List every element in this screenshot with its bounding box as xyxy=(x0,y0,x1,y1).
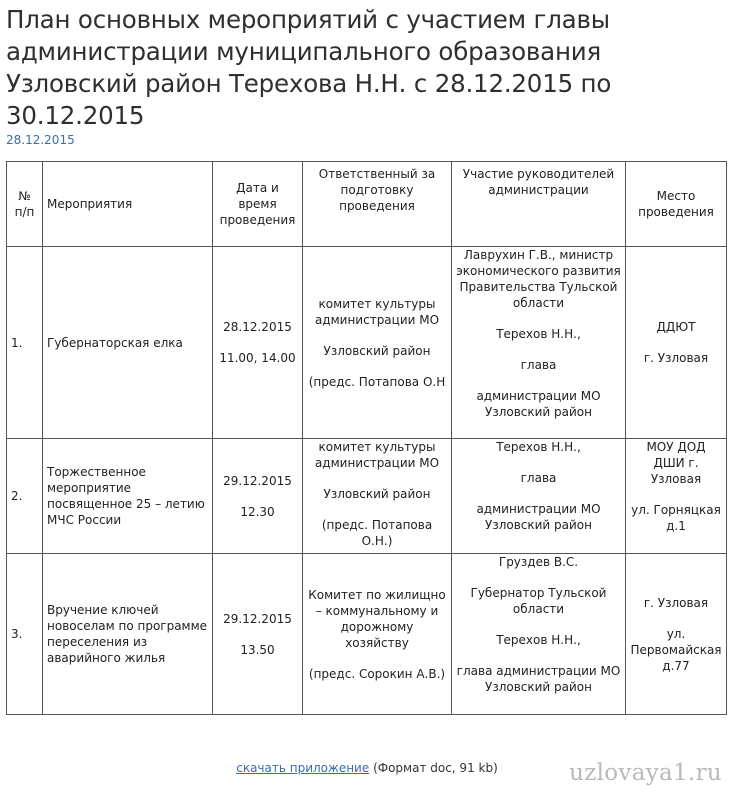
event-name: Губернаторская елка xyxy=(43,247,213,439)
event-datetime xyxy=(213,439,303,554)
participant-line: администрации МО Узловский район xyxy=(476,502,601,532)
event-datetime xyxy=(213,247,303,439)
download-attachment-link[interactable]: скачать приложение xyxy=(236,761,370,775)
event-date: 28.12.2015 xyxy=(223,320,292,334)
responsible-line: (предс. Сорокин А.В.) xyxy=(308,666,446,681)
row-number: 2. xyxy=(7,439,43,554)
participant-line: Груздев В.С. xyxy=(498,555,579,569)
responsible-line: Узловский район xyxy=(323,343,431,358)
event-responsible xyxy=(303,439,452,554)
participant-line: Лаврухин Г.В., министр экономического развития Правительства Тульской области xyxy=(456,248,621,310)
event-participants xyxy=(452,439,626,554)
table-header-row xyxy=(7,162,727,247)
event-date: 29.12.2015 xyxy=(223,473,292,488)
header-place: Место проведения xyxy=(626,162,727,247)
header-participants: Участие руководителей администрации xyxy=(452,162,626,247)
participant-line: администрации МО Узловский район xyxy=(476,389,601,419)
table-row xyxy=(7,439,727,554)
participant-line: глава xyxy=(520,358,557,372)
place-line: г. Узловая xyxy=(643,595,709,610)
event-responsible xyxy=(303,554,452,715)
event-participants xyxy=(452,554,626,715)
page-title: План основных мероприятий с участием главы администрации муниципального образования Узловский район Терехова Н.Н. с 28.12.2015 по 30.12.2015 xyxy=(6,5,612,130)
header-datetime: Дата и время проведения xyxy=(213,162,303,247)
event-datetime xyxy=(213,554,303,715)
responsible-line: комитет культуры администрации МО xyxy=(314,296,440,327)
participant-line: Терехов Н.Н., xyxy=(496,440,581,454)
place-line: ул. Горняцкая д.1 xyxy=(631,503,721,533)
header-event: Мероприятия xyxy=(43,162,213,247)
row-number: 1. xyxy=(7,247,43,439)
file-info: (Формат doc, 91 kb) xyxy=(373,761,498,775)
header-responsible: Ответственный за подготовку проведения xyxy=(303,162,452,247)
events-table xyxy=(6,161,727,715)
header-num: № п/п xyxy=(7,162,43,247)
participant-line: Терехов Н.Н., xyxy=(496,327,581,341)
event-place xyxy=(626,247,727,439)
row-number: 3. xyxy=(7,554,43,715)
participant-line: глава администрации МО Узловский район xyxy=(456,664,621,694)
event-place xyxy=(626,439,727,554)
place-line: ДДЮТ xyxy=(656,320,696,334)
event-participants xyxy=(452,247,626,439)
responsible-line: комитет культуры администрации МО xyxy=(314,440,440,470)
event-name: Вручение ключей новоселам по программе переселения из аварийного жилья xyxy=(43,554,213,715)
site-watermark: uzlovaya1.ru xyxy=(569,760,722,786)
responsible-line: (предс. Потапова О.Н.) xyxy=(321,518,433,548)
place-line: ул. Первомайская д.77 xyxy=(630,626,722,673)
place-line: МОУ ДОД ДШИ г. Узловая xyxy=(646,440,706,486)
responsible-line: Комитет по жилищно – коммунальному и дорожному хозяйству xyxy=(308,587,446,650)
date-link[interactable]: 28.12.2015 xyxy=(6,133,75,147)
participant-line: Терехов Н.Н., xyxy=(496,633,581,647)
responsible-line: (предс. Потапова О.Н xyxy=(308,374,446,389)
responsible-line: Узловский район xyxy=(323,487,431,501)
event-time: 13.50 xyxy=(240,642,275,657)
event-time: 12.30 xyxy=(240,504,275,519)
event-name: Торжественное мероприятие посвященное 25 – летию МЧС России xyxy=(43,439,213,554)
event-responsible xyxy=(303,247,452,439)
event-time: 11.00, 14.00 xyxy=(219,351,296,365)
place-line: г. Узловая xyxy=(643,351,709,365)
participant-line: глава xyxy=(520,471,557,485)
event-place xyxy=(626,554,727,715)
table-row xyxy=(7,554,727,715)
event-date: 29.12.2015 xyxy=(223,611,292,626)
table-row xyxy=(7,247,727,439)
participant-line: Губернатор Тульской области xyxy=(470,586,607,616)
